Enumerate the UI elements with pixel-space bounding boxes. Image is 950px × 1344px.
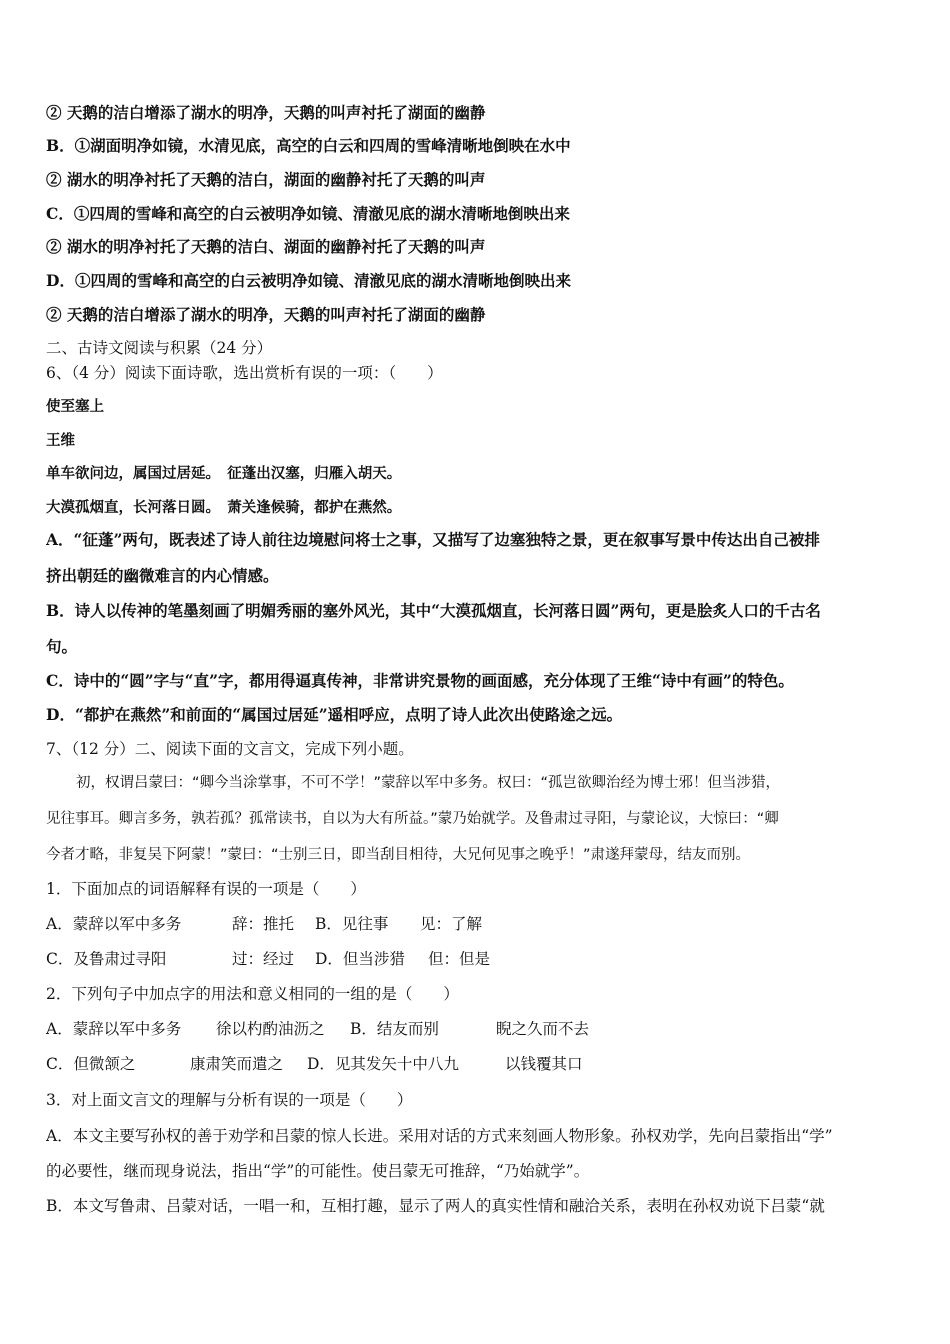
sub2-option-a-part2: 徐以杓酌油沥之 xyxy=(216,1020,325,1038)
sub2-stem: 2．下列句子中加点字的用法和意义相同的一组的是（ ） xyxy=(46,985,459,1003)
poem-line-2: 大漠孤烟直，长河落日圆。 萧关逢候骑，都护在燕然。 xyxy=(46,500,402,516)
q5-option-b-part1: B．①湖面明净如镜，水清见底，高空的白云和四周的雪峰清晰地倒映在水中 xyxy=(46,136,571,155)
q6-option-b-line2: 句。 xyxy=(46,637,78,656)
q6-option-d: D．“都护在燕然”和前面的“属国过居延”遥相呼应，点明了诗人此次出使路途之远。 xyxy=(46,705,623,724)
section-heading: 二、古诗文阅读与积累（24 分） xyxy=(46,339,273,357)
sub2-option-d-part2: 以钱覆其口 xyxy=(505,1055,583,1073)
q5-option-d-part2: ② 天鹅的洁白增添了湖水的明净，天鹅的叫声衬托了湖面的幽静 xyxy=(46,305,486,324)
q6-stem: 6、（4 分）阅读下面诗歌，选出赏析有误的一项：（ ） xyxy=(46,364,443,382)
sub1-option-c-explain: 过：经过 xyxy=(232,950,295,968)
sub1-option-d: D．但当涉猎 xyxy=(315,950,405,968)
passage-line-2: 见往事耳。卿言多务，孰若孤？孤常读书，自以为大有所益。”蒙乃始就学。及鲁肃过寻阳，与蒙论议，大惊曰：“卿 xyxy=(46,811,779,827)
sub2-option-a-part1: A．蒙辞以军中多务 xyxy=(46,1020,182,1038)
q6-option-b-line1: B．诗人以传神的笔墨刻画了明媚秀丽的塞外风光，其中“大漠孤烟直，长河落日圆”两句，更是脍炙人口的千古名 xyxy=(46,601,821,620)
sub2-option-c-part2: 康肃笑而遣之 xyxy=(190,1055,284,1073)
q6-option-a-line1: A．“征蓬”两句，既表述了诗人前往边境慰问将士之事，又描写了边塞独特之景，更在叙事写景中传达出自己被排 xyxy=(46,530,820,549)
sub1-option-b-explain: 见：了解 xyxy=(420,915,483,933)
q6-option-a-line2: 挤出朝廷的幽微难言的内心情感。 xyxy=(46,566,279,585)
poem-author: 王维 xyxy=(46,433,75,449)
passage-line-1: 初，权谓吕蒙曰：“卿今当涂掌事，不可不学！”蒙辞以军中多务。权曰：“孤岂欲卿治经为博士邪！但当涉猎， xyxy=(76,775,781,791)
q5-option-c-part2: ② 湖水的明净衬托了天鹅的洁白、湖面的幽静衬托了天鹅的叫声 xyxy=(46,237,486,256)
sub3-option-a-line1: A．本文主要写孙权的善于劝学和吕蒙的惊人长进。采用对话的方式来刻画人物形象。孙权劝学，先向吕蒙指出“学” xyxy=(46,1127,833,1145)
q5-option-d-part1: D．①四周的雪峰和高空的白云被明净如镜、清澈见底的湖水清晰地倒映出来 xyxy=(46,271,571,290)
q5-option-c-part1: C．①四周的雪峰和高空的白云被明净如镜、清澈见底的湖水清晰地倒映出来 xyxy=(46,204,570,223)
sub3-option-b-line1: B．本文写鲁肃、吕蒙对话，一唱一和，互相打趣，显示了两人的真实性情和融洽关系，表明在孙权劝说下吕蒙“就 xyxy=(46,1197,825,1215)
sub1-stem: 1．下面加点的词语解释有误的一项是（ ） xyxy=(46,880,366,898)
sub1-option-c: C．及鲁肃过寻阳 xyxy=(46,950,167,968)
q7-stem: 7、（12 分）二、阅读下面的文言文，完成下列小题。 xyxy=(46,740,414,758)
q5-option-a-part2: ② 天鹅的洁白增添了湖水的明净，天鹅的叫声衬托了湖面的幽静 xyxy=(46,103,486,122)
sub3-stem: 3．对上面文言文的理解与分析有误的一项是（ ） xyxy=(46,1091,413,1109)
q6-option-c: C．诗中的“圆”字与“直”字，都用得逼真传神，非常讲究景物的画面感，充分体现了王维“诗中有画”的特色。 xyxy=(46,671,794,690)
sub1-option-d-explain: 但：但是 xyxy=(428,950,491,968)
sub1-option-a: A．蒙辞以军中多务 xyxy=(46,915,182,933)
poem-line-1: 单车欲问边，属国过居延。 征蓬出汉塞，归雁入胡天。 xyxy=(46,466,402,482)
sub2-option-b-part2: 睨之久而不去 xyxy=(496,1020,590,1038)
sub1-option-a-explain: 辞：推托 xyxy=(232,915,295,933)
q5-option-b-part2: ② 湖水的明净衬托了天鹅的洁白，湖面的幽静衬托了天鹅的叫声 xyxy=(46,170,486,189)
sub3-option-a-line2: 的必要性，继而现身说法，指出“学”的可能性。使吕蒙无可推辞，“乃始就学”。 xyxy=(46,1162,590,1180)
poem-title: 使至塞上 xyxy=(46,399,104,415)
sub1-option-b: B．见往事 xyxy=(315,915,389,933)
sub2-option-b-part1: B．结友而别 xyxy=(350,1020,439,1038)
sub2-option-d-part1: D．见其发矢十中八九 xyxy=(307,1055,459,1073)
sub2-option-c-part1: C．但微颔之 xyxy=(46,1055,136,1073)
passage-line-3: 今者才略，非复吴下阿蒙！”蒙曰：“士别三日，即当刮目相待，大兄何见事之晚乎！”肃遂拜蒙母，结友而别。 xyxy=(46,847,751,863)
